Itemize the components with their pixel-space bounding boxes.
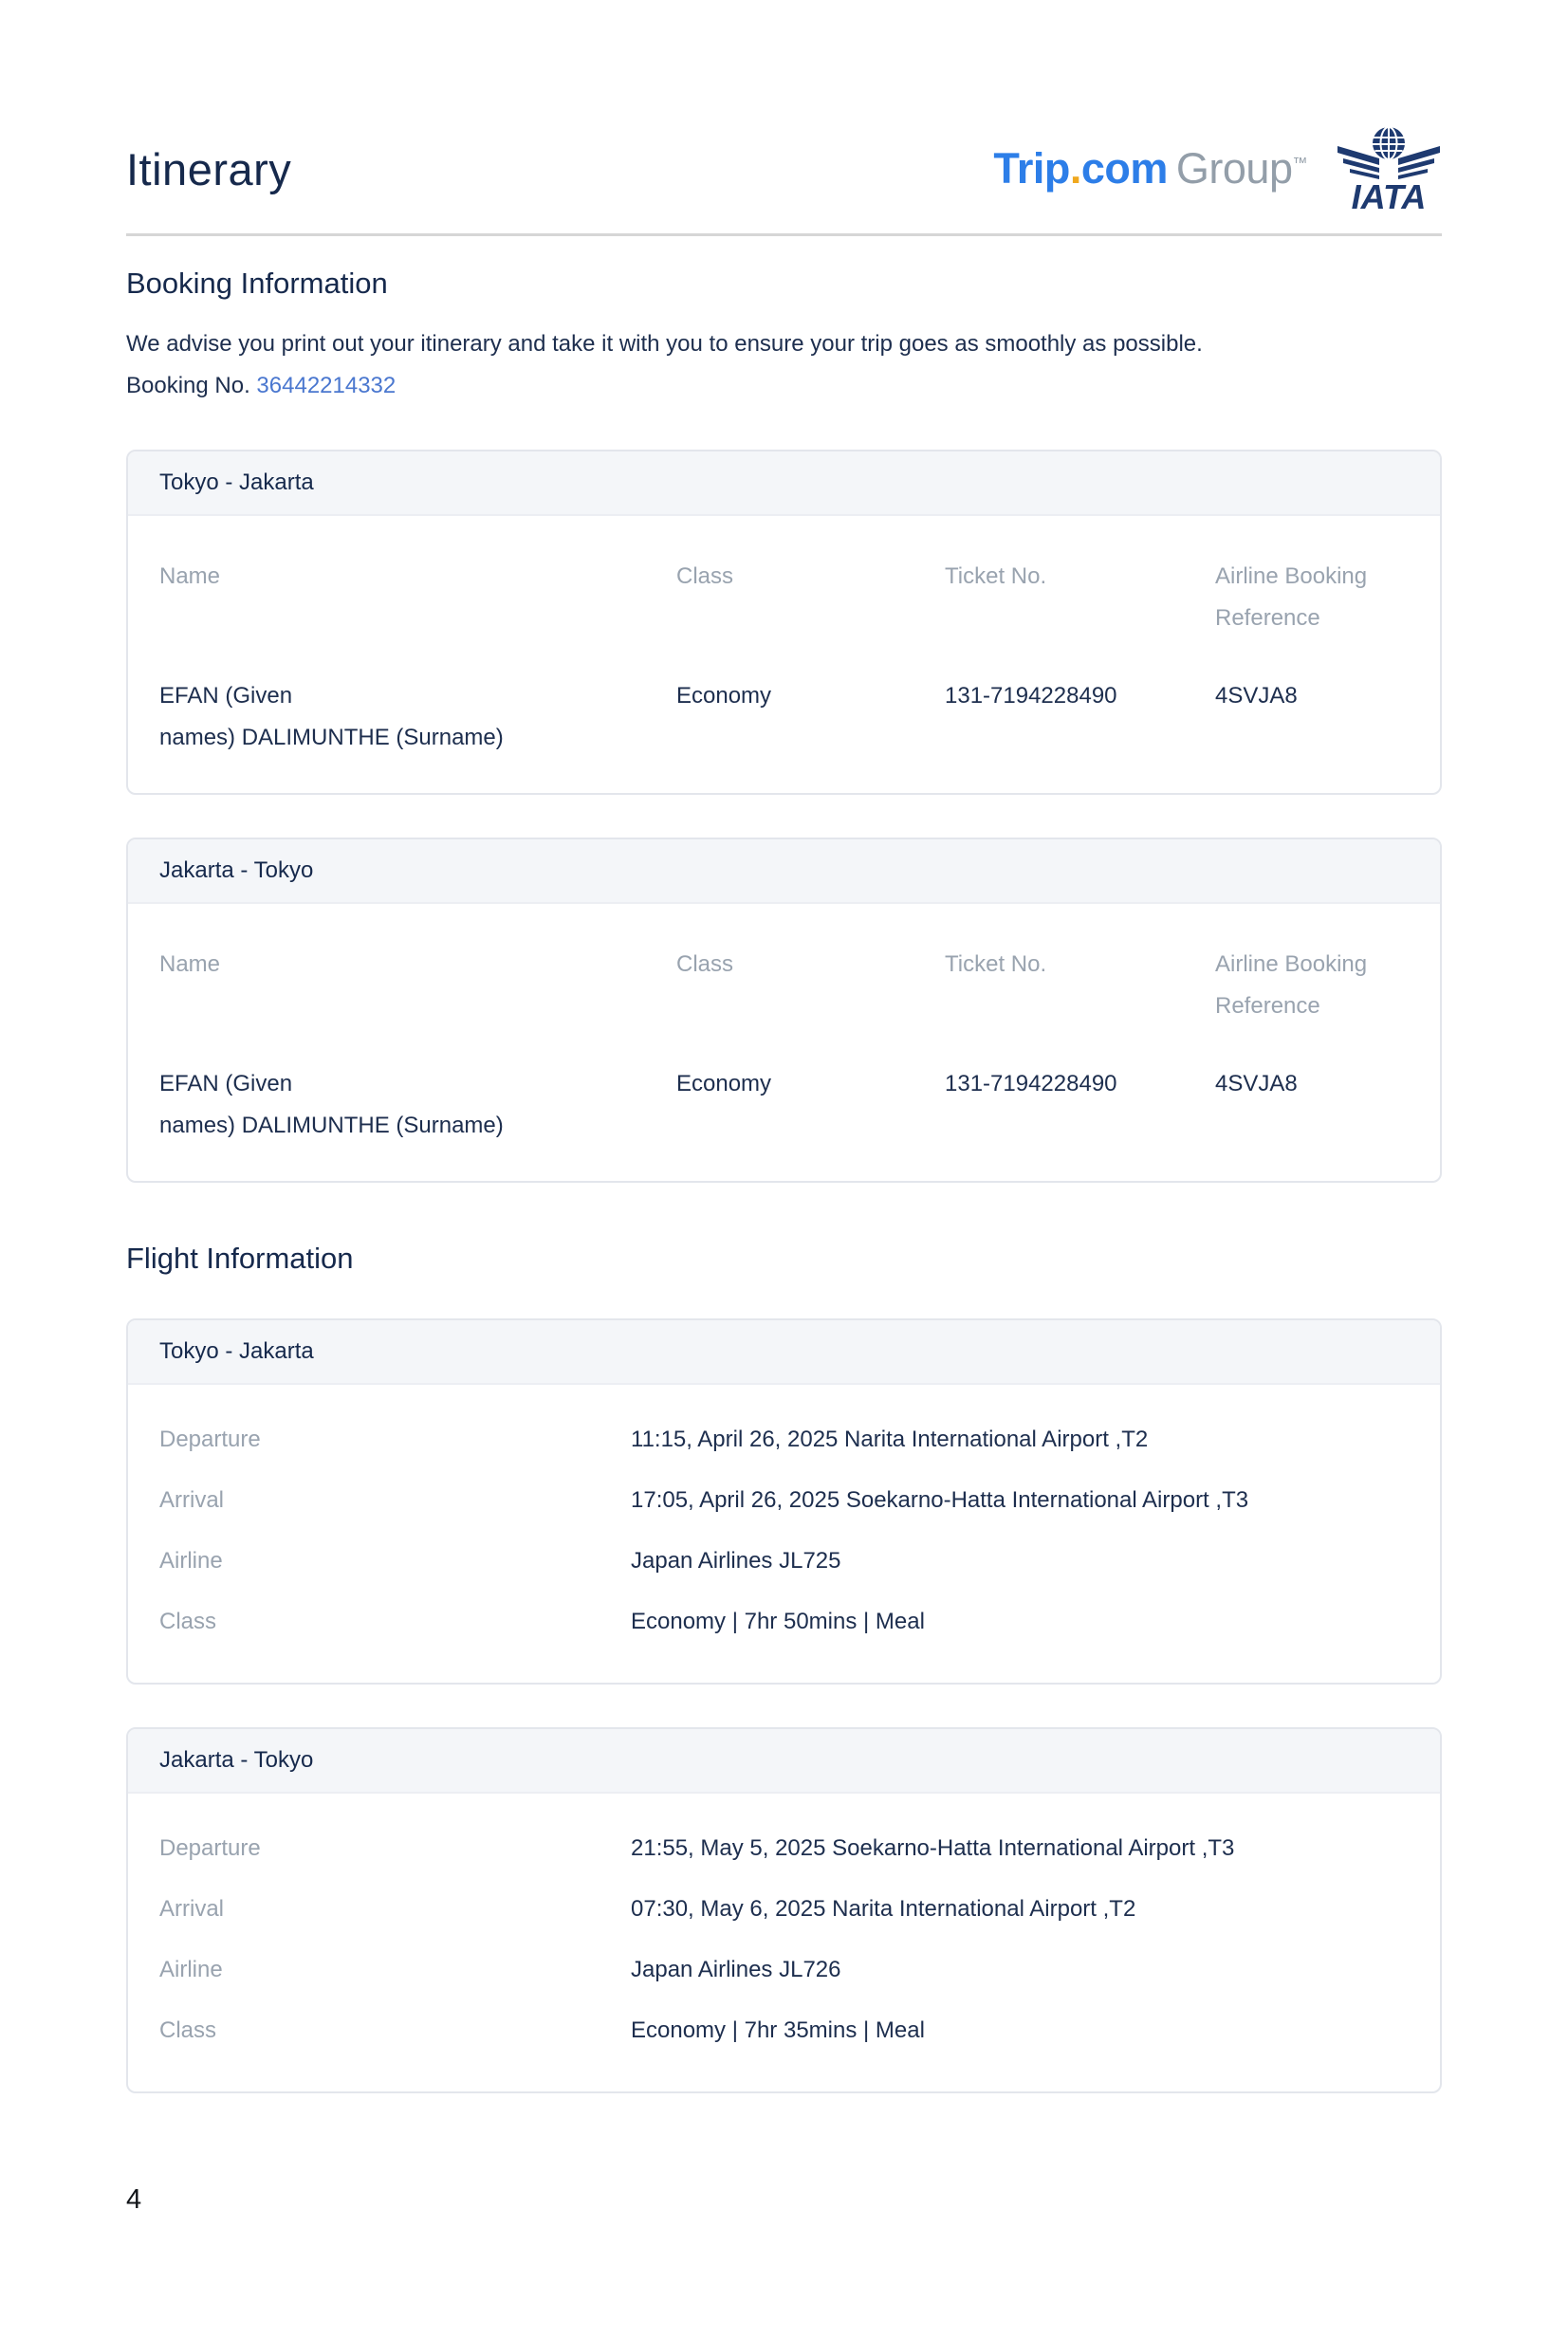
airline-booking-reference: 4SVJA8 [1215,683,1298,709]
booking-number-label: Booking No. [126,373,250,398]
flight-row-class [159,2017,1409,2044]
passenger-table [128,904,1440,1181]
passenger-name: EFAN (Given names) DALIMUNTHE (Surname) [159,683,504,750]
trademark-mark: ™ [1292,156,1307,172]
airline-booking-reference: 4SVJA8 [1215,1071,1298,1096]
flight-row-departure [159,1835,1409,1862]
page-number: 4 [126,2184,142,2215]
trip-logo-text: Trip [993,144,1070,193]
itinerary-page [0,121,1568,2216]
booking-number-line [126,365,1442,407]
card-route-header: Tokyo - Jakarta [128,451,1440,516]
class-value: Economy | 7hr 35mins | Meal [631,2017,925,2043]
passenger-name: EFAN (Given names) DALIMUNTHE (Surname) [159,1071,504,1138]
flight-row-arrival [159,1487,1409,1514]
column-header-class: Class [676,563,734,589]
flight-row-departure [159,1427,1409,1453]
booking-card-tokyo-jakarta [126,450,1442,795]
group-logo-text: Group [1175,144,1293,193]
logo-row [993,121,1442,216]
arrival-label: Arrival [159,1487,225,1513]
airline-value: Japan Airlines JL725 [631,1548,841,1574]
flight-information-section [126,1242,1442,2093]
booking-number-link[interactable]: 36442214332 [256,373,397,398]
departure-label: Departure [159,1835,261,1861]
arrival-value: 17:05, April 26, 2025 Soekarno-Hatta International Airport ,T3 [631,1487,1249,1513]
document-header [126,121,1442,216]
passenger-table [128,516,1440,793]
airline-label: Airline [159,1957,223,1982]
column-header-name: Name [159,951,221,977]
ticket-number: 131-7194228490 [945,1071,1117,1096]
card-route-header: Jakarta - Tokyo [128,839,1440,904]
flight-card-jakarta-tokyo [126,1727,1442,2093]
flight-row-airline [159,1957,1409,1983]
column-header-name: Name [159,563,221,589]
booking-information-section [126,267,1442,1183]
advisory-text: We advise you print out your itinerary and take it with you to ensure your trip goes as smoothly as possible. [126,331,1203,357]
flight-row-airline [159,1548,1409,1575]
arrival-value: 07:30, May 6, 2025 Narita International Airport ,T2 [631,1896,1136,1922]
flight-details [128,1794,1440,2091]
column-header-class: Class [676,951,734,977]
card-route-header: Tokyo - Jakarta [128,1320,1440,1385]
trip-logo-dot: . [1069,144,1081,193]
column-header-airline-booking-reference: Airline Booking Reference [1215,951,1368,1019]
header-divider [126,233,1442,236]
departure-value: 21:55, May 5, 2025 Soekarno-Hatta International Airport ,T3 [631,1835,1235,1861]
class-label: Class [159,2017,217,2043]
iata-label: IATA [1351,177,1427,216]
ticket-number: 131-7194228490 [945,683,1117,709]
booking-card-jakarta-tokyo [126,838,1442,1183]
page-title: Itinerary [126,143,292,194]
flight-details [128,1385,1440,1683]
tripcom-group-logo [993,144,1307,193]
flight-row-class [159,1609,1409,1635]
flight-information-heading: Flight Information [126,1242,354,1275]
column-header-ticket-no: Ticket No. [945,951,1047,977]
column-header-airline-booking-reference: Airline Booking Reference [1215,563,1368,631]
card-route-header: Jakarta - Tokyo [128,1729,1440,1794]
booking-information-heading: Booking Information [126,267,388,300]
departure-label: Departure [159,1427,261,1452]
passenger-class: Economy [676,683,772,709]
iata-logo-icon [1336,121,1442,216]
column-header-ticket-no: Ticket No. [945,563,1047,589]
arrival-label: Arrival [159,1896,225,1922]
flight-card-tokyo-jakarta [126,1318,1442,1685]
com-logo-text: com [1080,144,1168,193]
departure-value: 11:15, April 26, 2025 Narita International Airport ,T2 [631,1427,1149,1452]
airline-value: Japan Airlines JL726 [631,1957,841,1982]
flight-row-arrival [159,1896,1409,1923]
passenger-class: Economy [676,1071,772,1096]
class-label: Class [159,1609,217,1634]
airline-label: Airline [159,1548,223,1574]
class-value: Economy | 7hr 50mins | Meal [631,1609,925,1634]
